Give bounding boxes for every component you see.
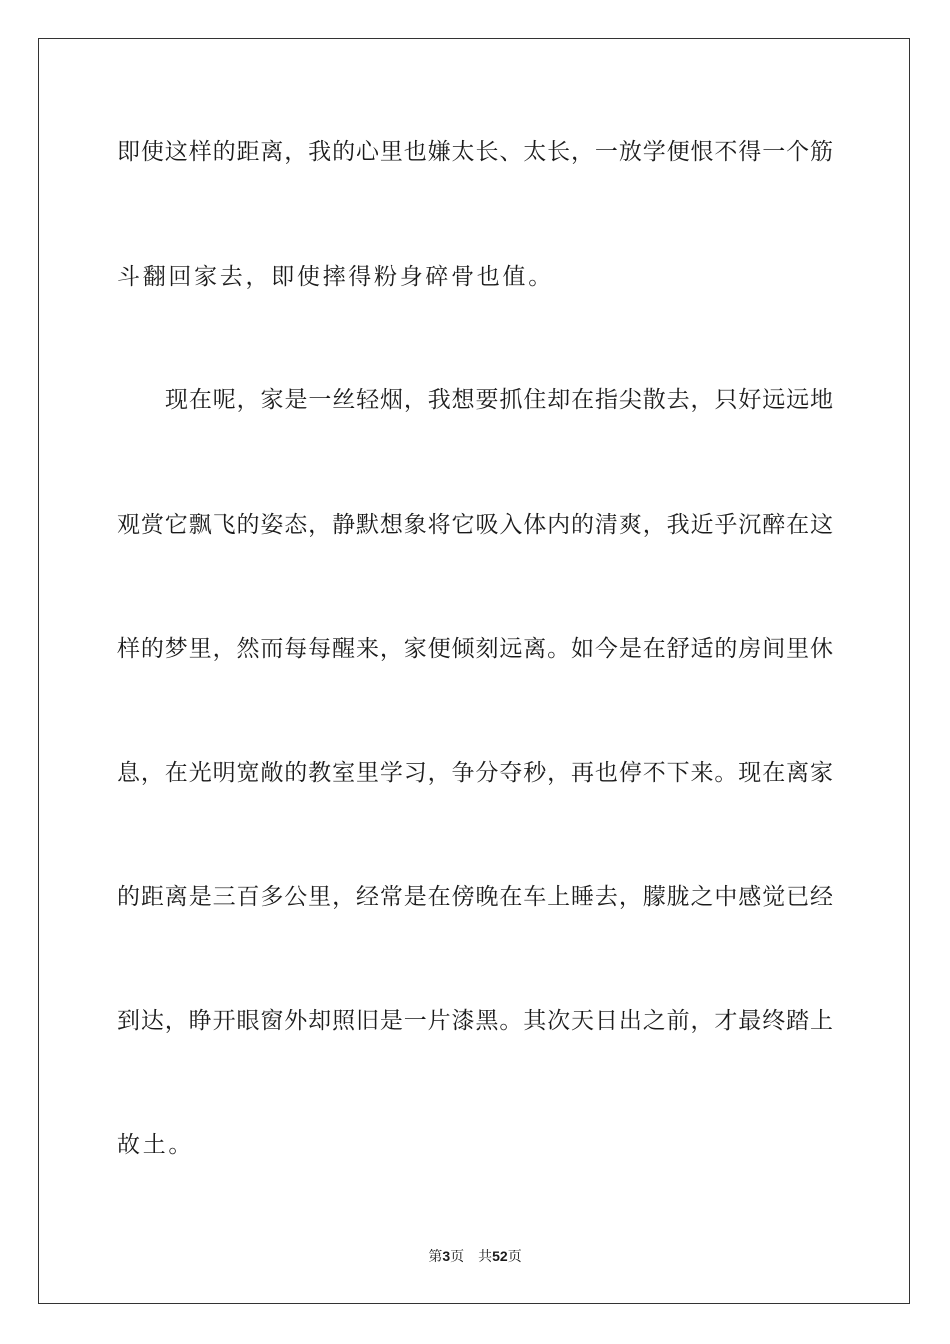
text-line-8: 到达，睁开眼窗外却照旧是一片漆黑。其次天日出之前，才最终踏上 xyxy=(117,1008,833,1034)
text-line-2: 斗翻回家去，即使摔得粉身碎骨也值。 xyxy=(117,264,554,290)
text-line-5: 样的梦里，然而每每醒来，家便倾刻远离。如今是在舒适的房间里休 xyxy=(117,636,833,662)
text-line-7: 的距离是三百多公里，经常是在傍晚在车上睡去，朦胧之中感觉已经 xyxy=(117,884,833,910)
text-line-4: 观赏它飘飞的姿态，静默想象将它吸入体内的清爽，我近乎沉醉在这 xyxy=(117,512,833,538)
page-border xyxy=(38,38,910,1304)
text-line-6: 息，在光明宽敞的教室里学习，争分夺秒，再也停不下来。现在离家 xyxy=(117,760,833,786)
page-suffix: 页 xyxy=(450,1249,465,1265)
page-number: 3 xyxy=(442,1248,451,1264)
page-footer xyxy=(0,1247,950,1266)
total-prefix: 共 xyxy=(478,1249,493,1265)
total-suffix: 页 xyxy=(507,1249,522,1265)
text-line-9: 故土。 xyxy=(117,1132,195,1158)
page-prefix: 第 xyxy=(428,1249,443,1265)
text-line-3: 现在呢，家是一丝轻烟，我想要抓住却在指尖散去，只好远远地 xyxy=(165,387,833,413)
text-line-1: 即使这样的距离，我的心里也嫌太长、太长，一放学便恨不得一个筋 xyxy=(117,139,833,165)
total-pages: 52 xyxy=(492,1248,508,1264)
